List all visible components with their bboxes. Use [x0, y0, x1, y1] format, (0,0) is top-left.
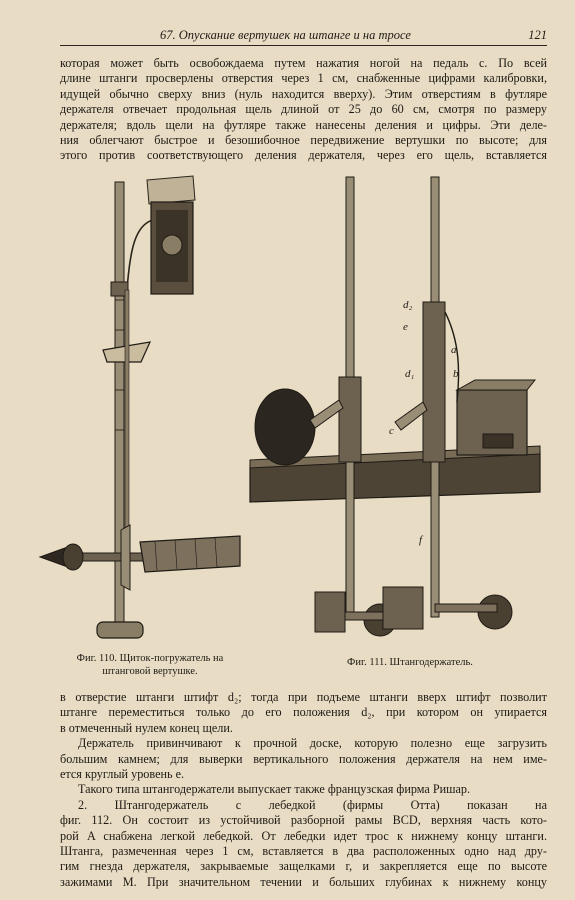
running-header	[60, 28, 547, 46]
caption-line: штанговой вертушке.	[102, 666, 198, 677]
text-line: этого против соответствующего деления держателя, через его щель, вставляется	[60, 148, 547, 163]
figure-111-illustration	[245, 172, 545, 650]
label-b: b	[453, 368, 459, 380]
text-line: рой A снабжена легкой лебедкой. От лебедки идет трос к нижнему концу штанги.	[60, 828, 547, 843]
text-line: держателя отвечает продольная щель длиной от 25 до 60 см, смотря по размеру	[60, 102, 547, 117]
figure-110-caption	[44, 652, 256, 678]
label-e: e	[403, 321, 408, 333]
text-line: Такого типа штангодержатели выпускает также французская фирма Ришар.	[78, 782, 471, 797]
text-line: Штанга, размеченная через 1 см, вставляется в два расположенных одно над дру-	[60, 844, 547, 859]
header-rule	[60, 45, 547, 46]
text-line: длине штанги просверлены отверстия через 1 см, снабженные цифрами калибровки,	[60, 71, 547, 86]
text-line: штанге переместиться только до его положения d₂, при котором он упирается	[60, 705, 547, 720]
text-line: в отмеченный нулем конец щели.	[60, 720, 233, 735]
text-line: ния облегчают быстрое и безошибочное передвижение вертушки по высоте; для	[60, 133, 547, 148]
label-d2: d₂	[403, 299, 413, 311]
top-paragraph	[60, 56, 547, 164]
label-c: c	[389, 425, 394, 437]
figure-110-illustration	[35, 170, 250, 650]
text-line: фиг. 112. Он состоит из устойчивой разборной рамы BCD, верхняя часть кото-	[60, 813, 547, 828]
text-line: большим камнем; для выверки вертикального положения держателя на нем име-	[60, 751, 547, 766]
label-a: a	[451, 344, 457, 356]
bottom-paragraph	[60, 690, 547, 890]
text-line: которая может быть освобождаема путем нажатия ногой на педаль c. По всей	[60, 56, 547, 70]
label-d1: d₁	[405, 368, 415, 380]
text-line: держателя; вдоль щели на футляре также нанесены деления и цифры. Эти деле-	[60, 117, 547, 132]
text-line: зажимами M. При значительном течении и больших глубинах к нижнему концу	[60, 874, 547, 889]
text-line: 2. Штангодержатель с лебедкой (фирмы Отта) показан на	[78, 797, 547, 812]
text-line: идущей обычно сверху вниз (нуль находится вверху). Этим отверстиям в футляре	[60, 86, 547, 101]
header-title: 67. Опускание вертушек на штанге и на тросе	[160, 28, 411, 42]
text-line: в отверстие штанги штифт d₂; тогда при подъеме штанги вверх штифт позволит	[60, 690, 547, 704]
text-line: Держатель привинчивают к прочной доске, которую полезно еще загрузить	[78, 736, 547, 751]
text-line: гим гнезда держателя, закрываемые защелками r, и закрепляется еще по высоте	[60, 859, 547, 874]
text-line: ется круглый уровень e.	[60, 767, 185, 782]
page-number: 121	[528, 28, 547, 42]
figure-111-caption: Фиг. 111. Штангодержатель.	[347, 657, 473, 668]
label-f: f	[419, 534, 423, 546]
caption-line: Фиг. 110. Щиток-погружатель на	[76, 653, 224, 664]
